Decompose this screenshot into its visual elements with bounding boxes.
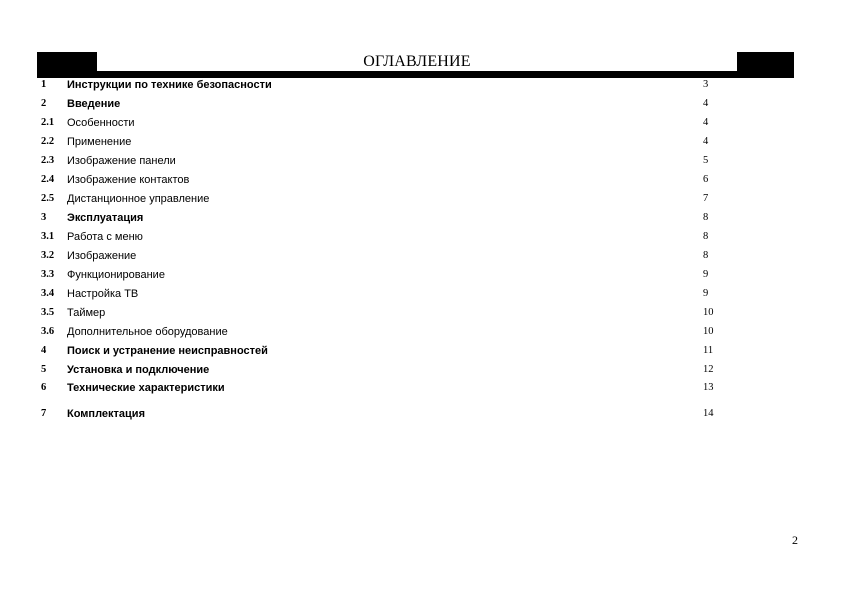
- toc-entry-title: Применение: [67, 136, 132, 148]
- toc-entry-number: 3.5: [41, 307, 55, 318]
- toc-entry[interactable]: [0, 191, 842, 207]
- toc-header-title: ОГЛАВЛЕНИЕ: [97, 52, 737, 71]
- toc-entry-title: Функционирование: [67, 269, 165, 281]
- toc-entry-number: 3.1: [41, 231, 55, 242]
- toc-entry-page: 10: [703, 326, 714, 337]
- toc-entry-number: 2: [41, 98, 47, 109]
- toc-entry-number: 3.6: [41, 326, 55, 337]
- toc-entry-title: Комплектация: [67, 408, 145, 420]
- toc-entry-page: 3: [703, 79, 709, 90]
- toc-entry-title: Изображение: [67, 250, 137, 262]
- toc-entry-title: Дополнительное оборудование: [67, 326, 228, 338]
- toc-entry-page: 14: [703, 408, 714, 419]
- toc-entry-number: 3: [41, 212, 47, 223]
- toc-entry-page: 8: [703, 212, 709, 223]
- toc-entry-title: Поиск и устранение неисправностей: [67, 345, 268, 357]
- toc-entry-page: 9: [703, 269, 709, 280]
- toc-entry-page: 6: [703, 174, 709, 185]
- toc-entry-number: 5: [41, 364, 47, 375]
- toc-entry-number: 7: [41, 408, 47, 419]
- toc-entry[interactable]: [0, 229, 842, 245]
- toc-entry[interactable]: [0, 286, 842, 302]
- toc-entry-number: 2.4: [41, 174, 55, 185]
- toc-entry-page: 8: [703, 231, 709, 242]
- toc-entry[interactable]: [0, 406, 842, 422]
- toc-entry-page: 4: [703, 98, 709, 109]
- toc-entry-page: 8: [703, 250, 709, 261]
- toc-entry-title: Изображение панели: [67, 155, 176, 167]
- toc-entry-page: 4: [703, 117, 709, 128]
- toc-entry-number: 2.1: [41, 117, 55, 128]
- toc-entry-page: 7: [703, 193, 709, 204]
- toc-entry-title: Изображение контактов: [67, 174, 190, 186]
- toc-entry-title: Дистанционное управление: [67, 193, 210, 205]
- toc-entry-title: Настройка ТВ: [67, 288, 139, 300]
- toc-entry-title: Таймер: [67, 307, 106, 319]
- toc-entry-title: Эксплуатация: [67, 212, 144, 224]
- toc-entry-page: 13: [703, 382, 714, 393]
- toc-entry-number: 2.2: [41, 136, 55, 147]
- toc-entry[interactable]: [0, 77, 842, 93]
- toc-entry[interactable]: [0, 343, 842, 359]
- toc-entry[interactable]: [0, 153, 842, 169]
- toc-entry-title: Особенности: [67, 117, 135, 129]
- toc-entry[interactable]: [0, 210, 842, 226]
- toc-entry-number: 1: [41, 79, 47, 90]
- toc-entry[interactable]: [0, 172, 842, 188]
- toc-entry[interactable]: [0, 267, 842, 283]
- toc-entry-title: Установка и подключение: [67, 364, 210, 376]
- toc-entry[interactable]: [0, 248, 842, 264]
- toc-entry-number: 4: [41, 345, 47, 356]
- toc-entry-title: Инструкции по технике безопасности: [67, 79, 272, 91]
- toc-entry[interactable]: [0, 96, 842, 112]
- toc-entry-page: 5: [703, 155, 709, 166]
- toc-entry[interactable]: [0, 115, 842, 131]
- toc-entry-number: 2.5: [41, 193, 55, 204]
- toc-entry-number: 3.3: [41, 269, 55, 280]
- page-number: 2: [792, 533, 798, 547]
- toc-entry[interactable]: [0, 362, 842, 378]
- toc-entry-number: 2.3: [41, 155, 55, 166]
- toc-entry-title: Технические характеристики: [67, 382, 225, 394]
- toc-entry[interactable]: [0, 324, 842, 340]
- toc-entry-page: 9: [703, 288, 709, 299]
- toc-entry[interactable]: [0, 380, 842, 396]
- toc-entry-title: Введение: [67, 98, 121, 110]
- toc-entry[interactable]: [0, 134, 842, 150]
- toc-entry-number: 3.2: [41, 250, 55, 261]
- toc-entry-title: Работа с меню: [67, 231, 143, 243]
- toc-entry-page: 11: [703, 345, 714, 356]
- toc-entry-page: 4: [703, 136, 709, 147]
- toc-entry-number: 3.4: [41, 288, 55, 299]
- toc-entry-page: 12: [703, 364, 714, 375]
- toc-entry[interactable]: [0, 305, 842, 321]
- toc-entry-page: 10: [703, 307, 714, 318]
- toc-entry-number: 6: [41, 382, 47, 393]
